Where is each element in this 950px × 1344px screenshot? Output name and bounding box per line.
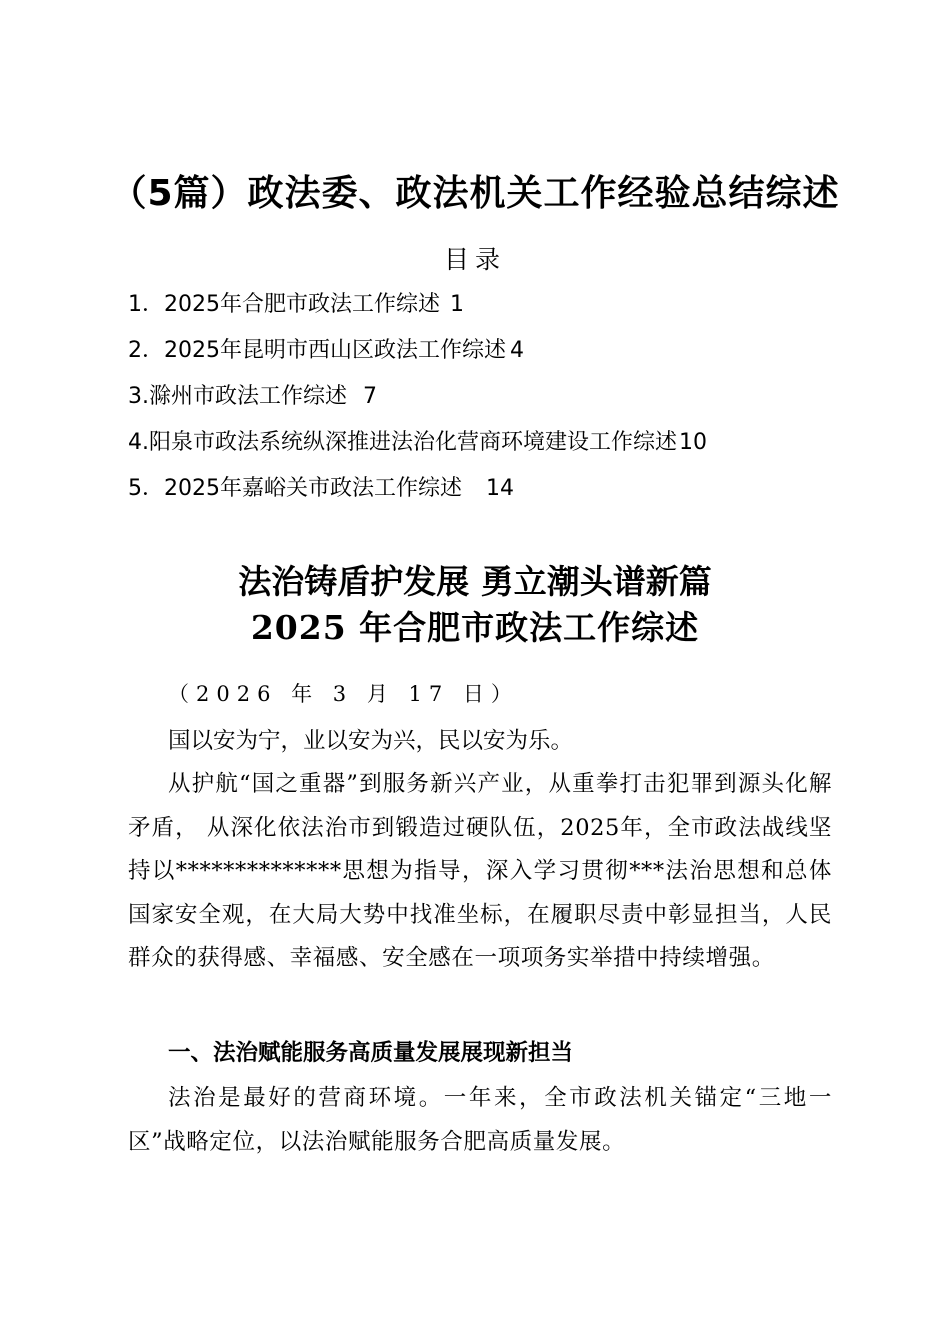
toc-item[interactable] [128,472,707,518]
toc-item-label: 4.阳泉市政法系统纵深推进法治化营商环境建设工作综述 [128,430,677,455]
paragraph-intro: 国以安为宁，业以安为兴，民以安为乐。 [168,728,574,754]
toc-item-page: 10 [679,430,707,455]
toc-item-page: 1 [450,292,464,317]
toc-item-page: 4 [510,338,524,363]
section-heading-1: 一、法治赋能服务高质量发展展现新担当 [168,1040,574,1066]
toc-item[interactable] [128,288,707,334]
article-date: （2026 年 3 月 17 日） [168,682,519,706]
article-title-line-2: 2025 年合肥市政法工作综述 [250,608,700,647]
toc-heading: 目录 [443,245,506,274]
toc-item[interactable] [128,426,707,472]
paragraph-overview: 从护航“国之重器”到服务新兴产业，从重拳打击犯罪到源头化解矛盾， 从深化依法治市到锻造过硬队伍，2025年，全市政法战线坚持以**************思想为指导，深入学习贯彻***法治思想和总体国家安全观，在大局大势中找准坐标，在履职尽责中彰显担当，人民群众的获得感、幸福感、安全感在一项项务实举措中持续增强。 [128,771,832,971]
document-title: （5篇）政法委、政法机关工作经验总结综述 [110,173,840,214]
toc-item-label: 2．2025年昆明市西山区政法工作综述 [128,338,506,363]
toc-item[interactable] [128,334,707,380]
toc-item-label: 5．2025年嘉峪关市政法工作综述 [128,476,462,501]
toc-item[interactable] [128,380,707,426]
toc-item-page: 14 [486,476,514,501]
toc-item-page: 7 [363,384,377,409]
article-title-line-1: 法治铸盾护发展 勇立潮头谱新篇 [238,562,712,601]
paragraph-section-1: 法治是最好的营商环境。一年来，全市政法机关锚定“三地一区”战略定位，以法治赋能服务合肥高质量发展。 [128,1085,832,1155]
toc-item-label: 1．2025年合肥市政法工作综述 [128,292,440,317]
table-of-contents [128,288,707,518]
toc-item-label: 3.滁州市政法工作综述 [128,384,347,409]
